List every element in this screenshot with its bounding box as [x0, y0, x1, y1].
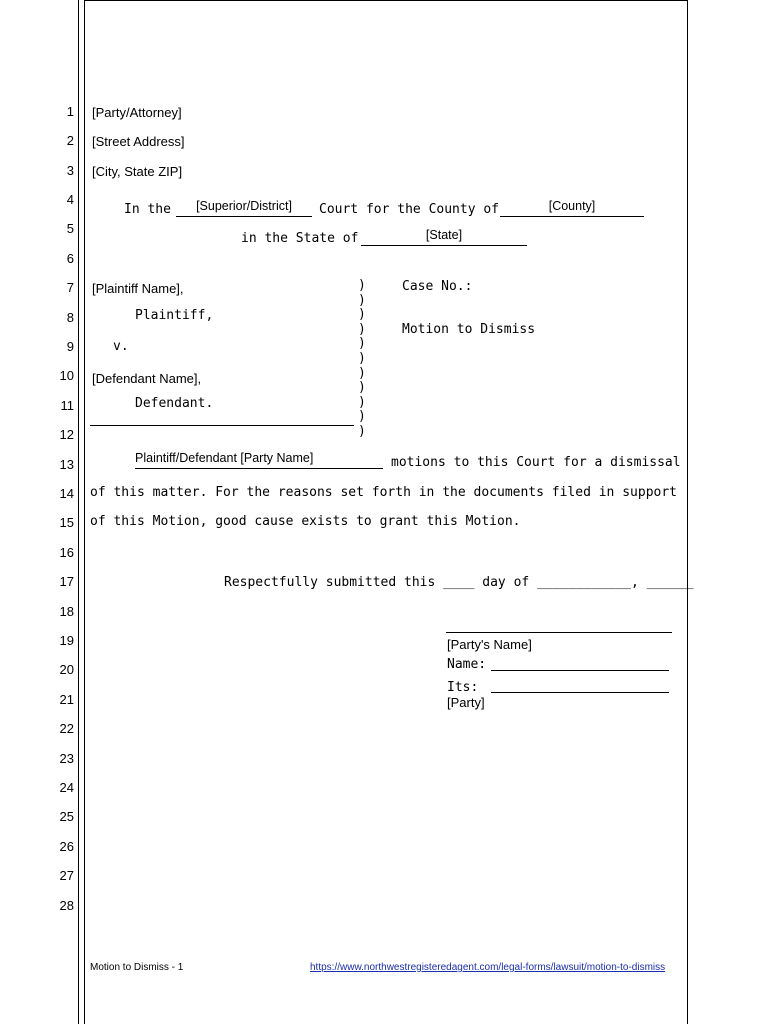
line-number: 5 [66, 221, 74, 236]
county-field[interactable]: [County] [548, 199, 596, 213]
body-line-3: of this Motion, good cause exists to grant this Motion. [90, 514, 521, 529]
versus-label: v. [113, 339, 129, 354]
line-number: 3 [66, 163, 74, 178]
plaintiff-name-field[interactable]: [Plaintiff Name], [92, 281, 184, 296]
signature-line[interactable] [446, 632, 672, 633]
line-number: 18 [59, 604, 74, 619]
line-number: 9 [66, 339, 74, 354]
line-number: 21 [59, 692, 74, 707]
its-label: Its: [447, 680, 479, 695]
defendant-name-field[interactable]: [Defendant Name], [92, 371, 202, 386]
in-the-text: In the [124, 202, 171, 217]
line-number: 23 [59, 751, 74, 766]
line-number: 14 [59, 486, 74, 501]
line-number: 12 [59, 427, 74, 442]
left-margin-rule-outer [78, 0, 79, 1024]
line-number: 4 [66, 192, 74, 207]
case-number-label: Case No.: [402, 279, 473, 294]
street-address-field[interactable]: [Street Address] [92, 134, 185, 149]
state-field[interactable]: [State] [425, 228, 463, 242]
body-line-1: motions to this Court for a dismissal [391, 455, 681, 470]
line-number: 6 [66, 251, 74, 266]
line-number: 17 [59, 574, 74, 589]
line-number: 8 [66, 310, 74, 325]
line-number: 16 [59, 545, 74, 560]
city-state-zip-field[interactable]: [City, State ZIP] [92, 164, 183, 179]
line-number: 20 [59, 662, 74, 677]
line-number: 13 [59, 457, 74, 472]
moving-party-field[interactable]: Plaintiff/Defendant [Party Name] [135, 451, 314, 465]
party-field[interactable]: [Party] [447, 695, 485, 710]
state-underline [361, 245, 527, 246]
footer-url-link[interactable]: https://www.northwestregisteredagent.com/legal-forms/lawsuit/motion-to-dismiss [310, 962, 666, 973]
court-for-county-text: Court for the County of [319, 202, 500, 217]
court-type-field[interactable]: [Superior/District] [196, 199, 292, 213]
line-number: 28 [59, 898, 74, 913]
party-attorney-field[interactable]: [Party/Attorney] [92, 105, 182, 120]
moving-party-underline [135, 468, 383, 469]
respectfully-submitted-line: Respectfully submitted this ____ day of ____________, ______ [224, 575, 694, 590]
caption-parenthesis-column: ) ) ) ) ) ) ) ) ) ) ) [358, 278, 366, 439]
line-number: 2 [66, 133, 74, 148]
body-line-2: of this matter. For the reasons set forth in the documents filed in support [90, 485, 677, 500]
left-margin-rule-inner [84, 0, 85, 1024]
court-type-underline [176, 216, 312, 217]
line-number: 19 [59, 633, 74, 648]
line-number: 10 [59, 368, 74, 383]
footer-page-label: Motion to Dismiss - 1 [90, 962, 184, 973]
line-number: 25 [59, 809, 74, 824]
top-border [84, 0, 688, 1]
in-state-of-text: in the State of [241, 231, 359, 246]
line-number: 22 [59, 721, 74, 736]
line-number: 1 [66, 104, 74, 119]
county-underline [500, 216, 644, 217]
line-number: 15 [59, 515, 74, 530]
line-number: 11 [60, 398, 74, 413]
line-number: 26 [59, 839, 74, 854]
right-margin-rule [687, 0, 688, 1024]
line-number: 24 [59, 780, 74, 795]
plaintiff-label: Plaintiff, [135, 308, 214, 323]
line-number: 27 [59, 868, 74, 883]
party-name-field[interactable]: [Party's Name] [447, 637, 532, 652]
defendant-label: Defendant. [135, 396, 214, 411]
name-input-line[interactable] [491, 670, 669, 671]
line-number: 7 [66, 280, 74, 295]
document-title: Motion to Dismiss [402, 322, 536, 337]
caption-bottom-rule [90, 425, 354, 426]
its-input-line[interactable] [491, 692, 669, 693]
name-label: Name: [447, 657, 487, 672]
